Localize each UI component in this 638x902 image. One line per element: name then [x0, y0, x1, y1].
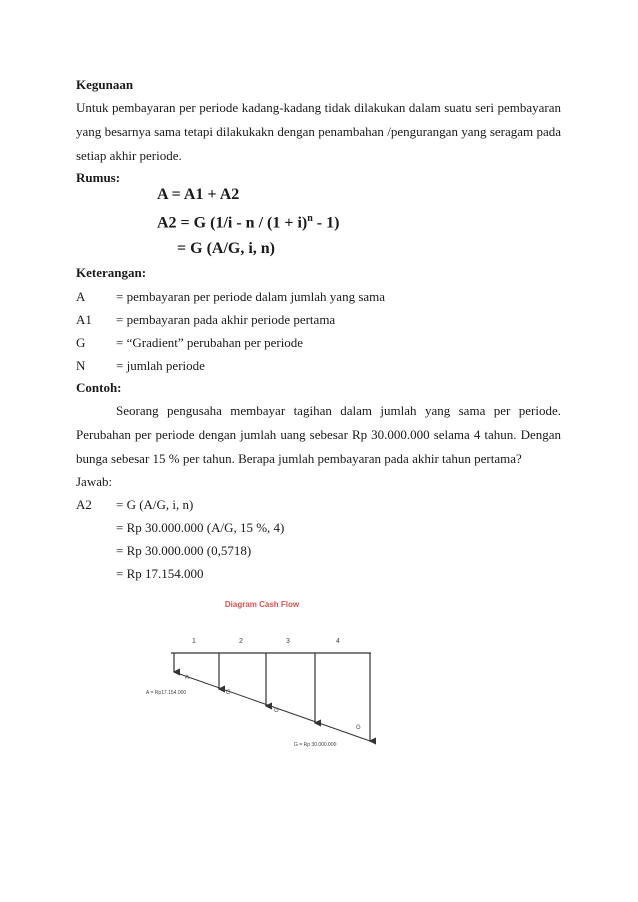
contoh-line-1: Seorang pengusaha membayar tagihan dalam jumlah yang sama per periode.	[116, 403, 561, 418]
label-a: A	[185, 675, 190, 681]
label-g: G	[356, 725, 361, 731]
keterangan-term: A1	[76, 312, 92, 327]
answer-line: = Rp 30.000.000 (A/G, 15 %, 4)	[116, 520, 285, 535]
formula-1: A = A1 + A2	[157, 186, 240, 203]
keterangan-def: = jumlah periode	[116, 358, 205, 373]
label-g: G	[226, 690, 231, 696]
formula-2-end: - 1)	[312, 214, 340, 232]
period-label: 2	[239, 638, 243, 645]
formula-2	[157, 213, 339, 232]
keterangan-heading: Keterangan:	[76, 265, 147, 280]
contoh-heading: Contoh:	[76, 380, 122, 395]
answer-line: = G (A/G, i, n)	[116, 497, 194, 512]
keterangan-term: A	[76, 289, 86, 304]
jawab-label: Jawab:	[76, 474, 113, 489]
keterangan-term: G	[76, 335, 86, 350]
keterangan-def: = “Gradient” perubahan per periode	[116, 335, 304, 350]
contoh-line-3: bunga sebesar 15 % per tahun. Berapa jumlah pembayaran pada akhir tahun pertama?	[76, 451, 522, 466]
contoh-line-2: Perubahan per periode dengan jumlah uang sebesar Rp 30.000.000 selama 4 tahun. Dengan	[76, 427, 561, 442]
diagram-title: Diagram Cash Flow	[224, 600, 300, 609]
keterangan-def: = pembayaran per periode dalam jumlah yang sama	[116, 289, 386, 304]
a-value-label: A = Rp17.154.000	[146, 690, 187, 696]
answer-line: = Rp 17.154.000	[116, 566, 204, 581]
g-value-label: G = Rp 30.000.000	[294, 742, 337, 748]
period-label: 1	[192, 638, 196, 645]
gradient-line	[174, 672, 370, 741]
label-g: G	[274, 708, 279, 714]
formula-2-main: A2 = G (1/i - n / (1 + i)	[157, 214, 308, 232]
kegunaan-line-3: setiap akhir periode.	[76, 148, 182, 163]
kegunaan-line-2: yang besarnya sama tetapi dilakukakn dengan penambahan /pengurangan yang seragam pada	[76, 124, 561, 139]
formula-3: = G (A/G, i, n)	[177, 240, 276, 257]
keterangan-term: N	[76, 358, 86, 373]
kegunaan-line-1: Untuk pembayaran per periode kadang-kadang tidak dilakukan dalam suatu seri pembayaran	[76, 100, 561, 115]
answer-line: = Rp 30.000.000 (0,5718)	[116, 543, 252, 558]
answer-term: A2	[76, 497, 92, 512]
kegunaan-heading: Kegunaan	[76, 77, 134, 92]
formula-2-exponent: n	[307, 213, 313, 224]
period-label: 4	[336, 638, 340, 645]
keterangan-def: = pembayaran pada akhir periode pertama	[116, 312, 336, 327]
rumus-heading: Rumus:	[76, 170, 121, 185]
cash-flow-diagram	[0, 590, 638, 760]
period-label: 3	[286, 638, 290, 645]
